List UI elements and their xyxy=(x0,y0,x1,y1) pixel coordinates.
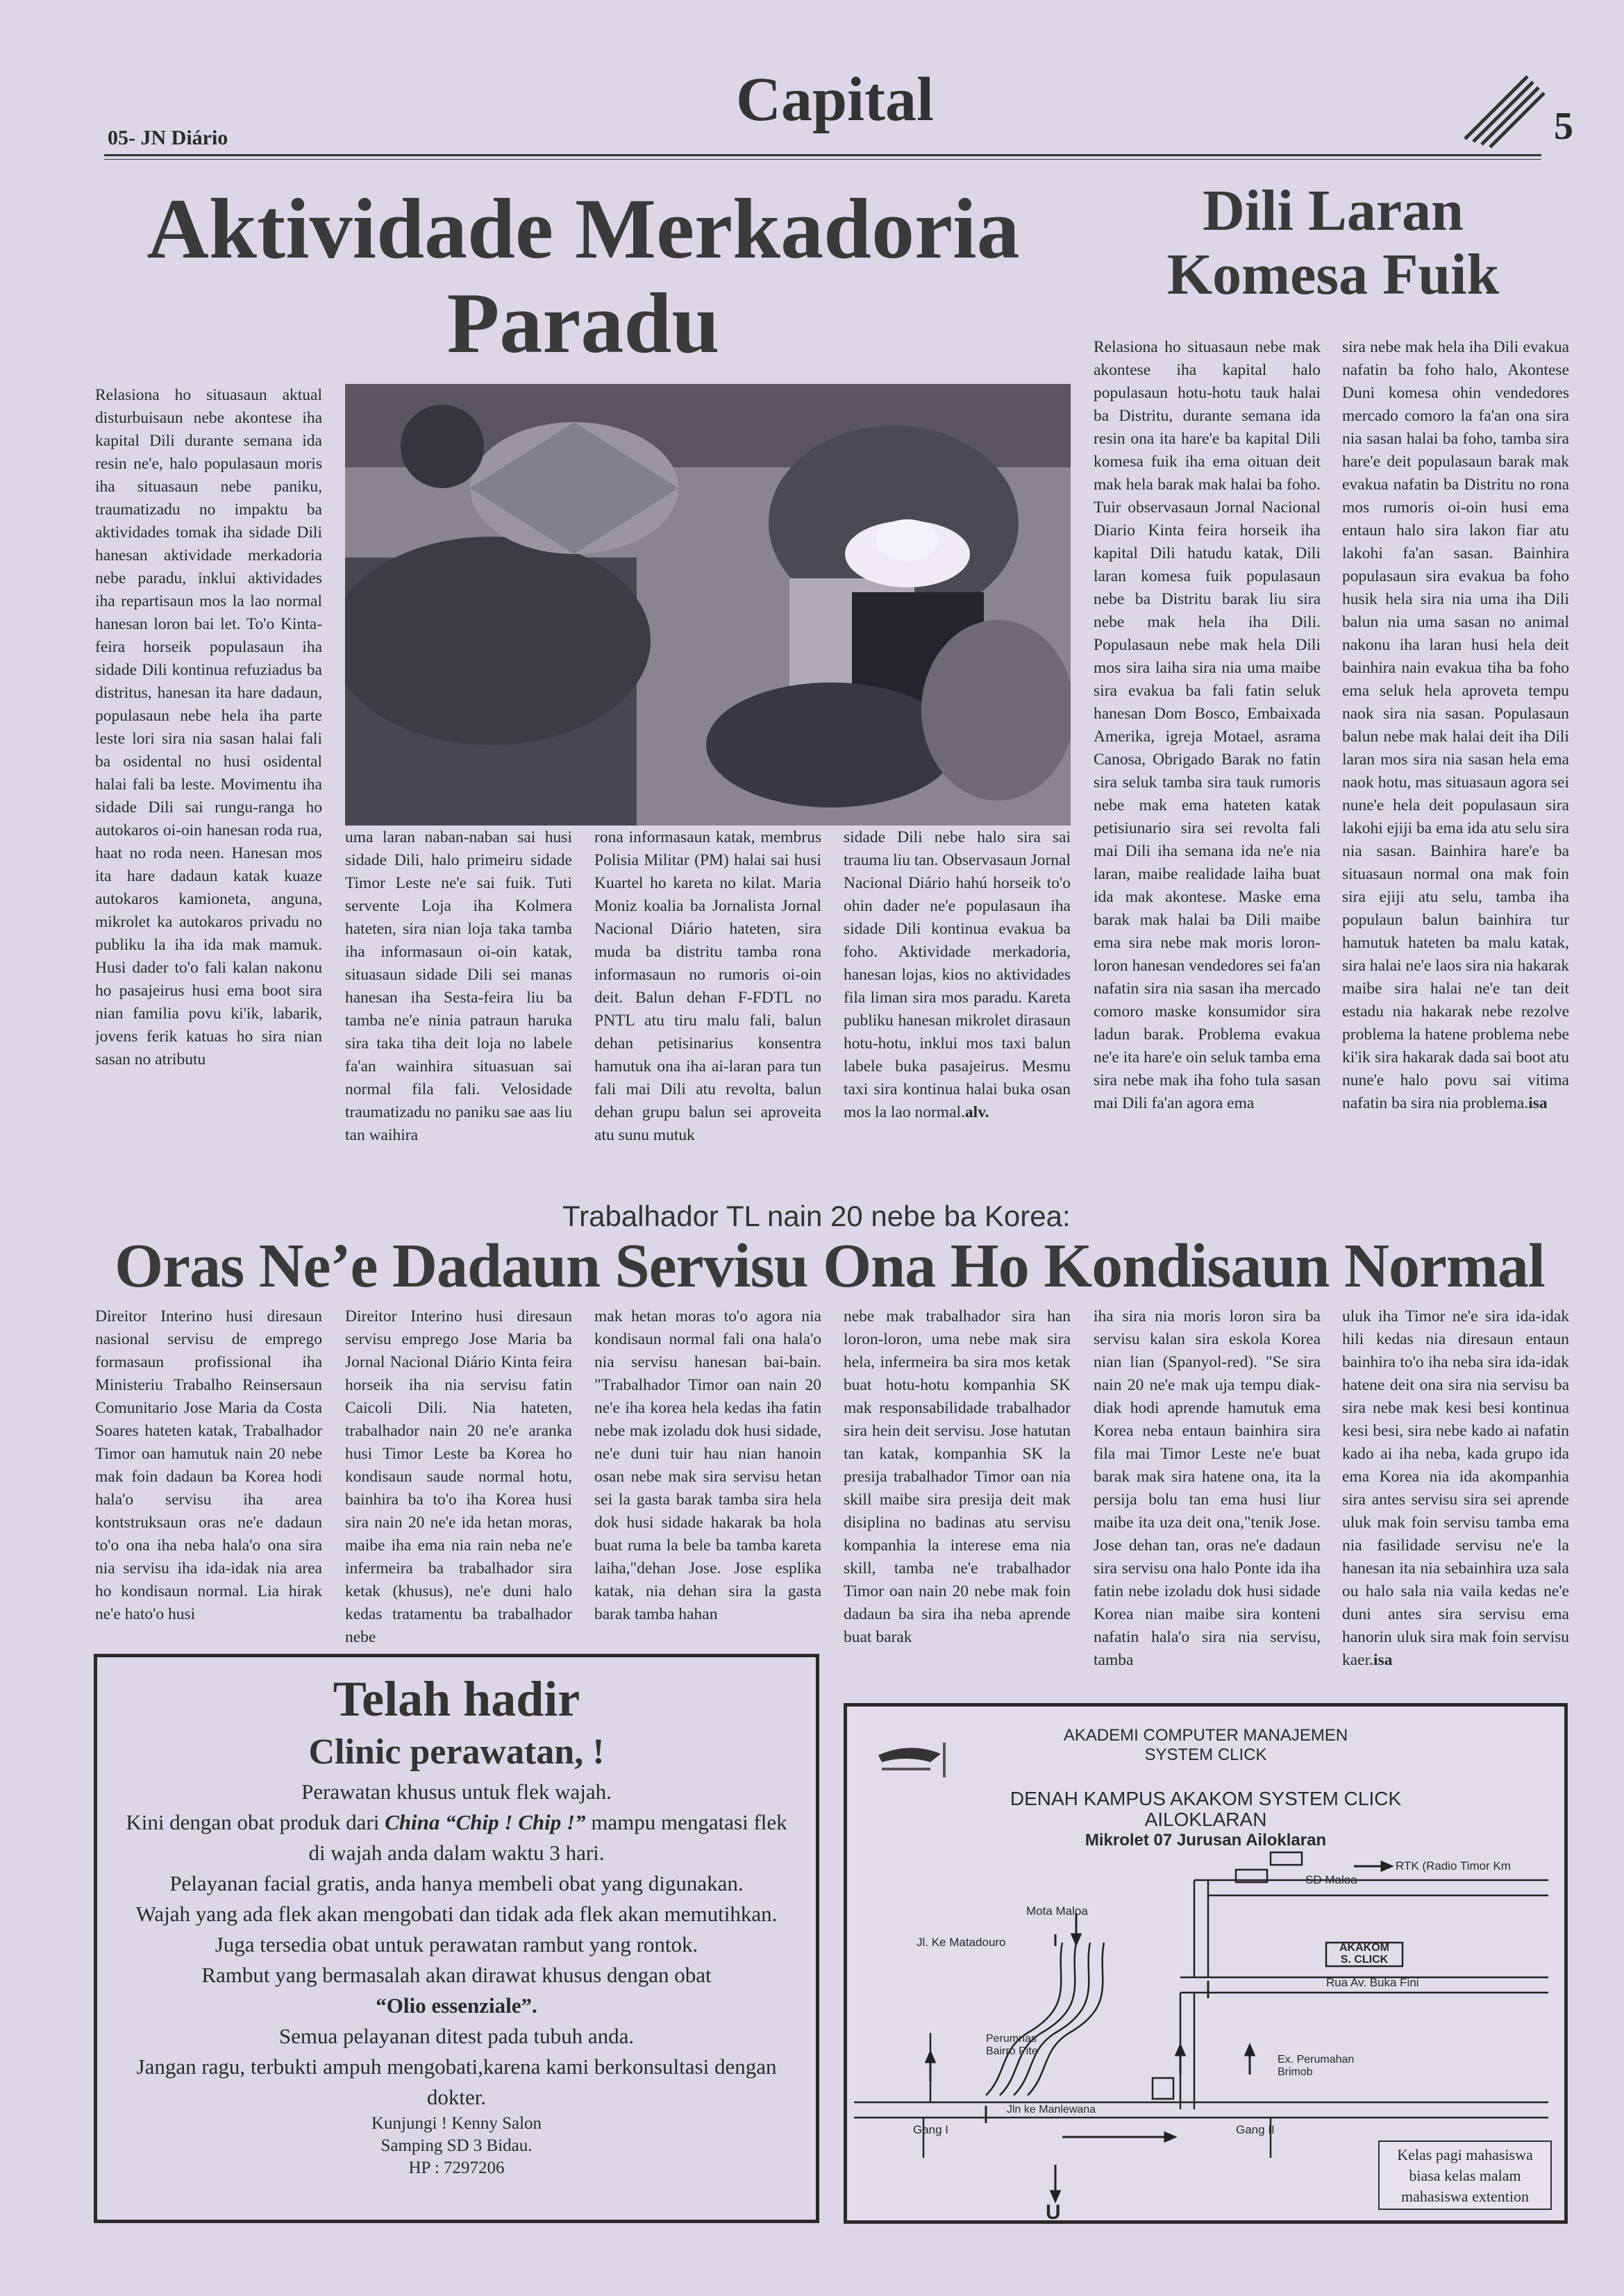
article2-title xyxy=(1087,179,1580,307)
article1-column-3: rona informasaun katak, membrus Polisia Militar (PM) halai sai husi Kuartel ho kareta no kilat. Maria Moniz koalia ba Jornalista Jornal Nacional Diário hateten, sira muda ba distritu tamba rona informasaun no rumoris oi-oin deit. Balun dehan F-FDTL no PNTL atu tiru malu fali, balun dehan petisinarius konsentra hamutuk ona iha ai-laran para tun fali mai Dili atu revolta, balun dehan grupu balun sei aproveita atu sunu mutuk xyxy=(594,828,821,1144)
masthead-rule xyxy=(104,154,1541,156)
clinic-ad-contact1: Kunjungi ! Kenny Salon xyxy=(371,2114,542,2133)
clinic-ad-line5: Juga tersedia obat untuk perawatan rambut yang rontok. xyxy=(215,1932,698,1956)
market-photo-art xyxy=(345,384,1071,826)
label-gang-2: Gang II xyxy=(1236,2123,1275,2136)
north-indicator: U xyxy=(1046,2201,1061,2224)
clinic-ad-contact3: HP : 7297206 xyxy=(408,2159,505,2177)
article1-column-2: uma laran naban-naban sai husi sidade Dili, halo primeiru sidade Timor Leste ne'e sai fuik. Tuti servente Loja iha Kolmera hateten, sira nian loja taka tamba iha informasaun oi-oin katak, situasaun sidade Dili sei manas hanesan iha Sesta-feira liu ba tamba ne'e ninia patraun haruka sira taka tiha deit loja no labele fa'an wainhira situasuan sai normal fila fali. Velosidade traumatizadu no paniku sae aas liu tan waihira xyxy=(345,828,572,1144)
clinic-ad-line9: Jangan ragu, terbukti ampuh mengobati,karena kami berkonsultasi dengan dokter. xyxy=(136,2054,777,2109)
article1-column-1: Relasiona ho situasaun aktual disturbuisaun nebe akontese iha kapital Dili durante semana ida resin ne'e, halo populasaun moris iha situasaun nebe paniku, traumatizadu no impaktu ba aktividades tomak iha sidade Dili hanesan aktividade merkadoria nebe paradu, inklui aktividades iha repartisaun mos la lao normal hanesan loron bai let. To'o Kinta-feira horseik populasaun iha sidade Dili kontinua refuziadus ba distritus, hanesan ita hare dadaun, populasaun nebe hela iha parte leste lori sira nia sasan halai fali ba osidental no husi osidental halai fali ba leste. Movimentu iha sidade Dili sai rungu-ranga ho autokaros oi-oin hanesan roda rua, haat no roda neen. Hanesan mos ita hare dadaun katak kuaze autokaros kamioneta, anguna, mikrolet ka autokaros privadu no publiku la iha ida mak mamuk. Husi dader to'o fali kalan nakonu ho pasajeirus husi ema boot sira nian familia povu ki'ik, labarik, jovens ferik katuas ho sira nian sasan no atributu xyxy=(95,386,322,1069)
article3-column-2: Direitor Interino husi diresaun servisu emprego Jose Maria ba Jornal Nacional Diário Kinta feira horseik iha nia servisu fatin Caicoli Dili. Nia hateten, trabalhador nain 20 ne'e aranka husi Timor Leste ba Korea ho kondisaun saude normal hotu, bainhira ba to'o iha Korea husi sira nain 20 ne'e ida hetan moras, maibe iha ema nia rain neba ne'e infermeira ba trabalhador sira ketak (khusus), ne'e duni halo kedas tratamentu ba trabalhador nebe xyxy=(345,1307,572,1646)
article3-column-1: Direitor Interino husi diresaun nasional servisu de emprego formasaun profissional iha Ministeriu Trabalho Reinsersaun Comunitario Jose Maria da Costa Soares hateten katak, Trabalhador Timor oan hamutuk nain 20 nebe mak foin dadaun ba Korea hodi hala'o servisu iha area kontstruksaun oras ne'e dadaun to'o ona iha neba hala'o ona sira nia servisu iha ida-idak nia area ho kondisaun normal. Lia hirak ne'e hato'o husi xyxy=(95,1307,322,1623)
article2-column-1: Relasiona ho situasaun nebe mak akontese iha kapital halo populasaun hotu-hotu tauk halai ba Distritu, durante semana ida resin ona ita hare'e ba kapital Dili komesa fuik iha ema oituan deit mak hela barak mak halai ba foho. Tuir observasaun Jornal Nacional Diario Kinta feira horseik iha kapital Dili hatudu katak, Dili laran komesa fuik populasaun nebe ba Distritu barak liu sira nebe mak hela iha Dili. Populasaun nebe mak hela Dili mos sira laiha sira nia uma maibe sira evakua ba fali fatin seluk hanesan Dom Bosco, Embaixada Amerika, igreja Motael, asrama Canosa, Obrigado Barak no fatin sira seluk tamba sira tauk rumoris nebe mak ema hateten katak petisiunario sira sei revolta fali mai Dili iha semana ida ne'e nia laran, maibe realidade laiha buat ida mak akontese. Maske ema barak mak halai ba Dili maibe ema sira nebe mak moris loron-loron hanesan vendedores sei fa'an nafatin sira nia sasan iha mercado comoro maske konsumidor sira ladun barak. Problema evakua ne'e ita hare'e oin seluk tamba ema sira nebe mak iha foho tula sasan mai Dili fa'an agora ema xyxy=(1094,338,1321,1112)
clinic-ad-line2: Kini dengan obat produk dari China “Chip ! Chip !” mampu mengatasi flek di wajah anda dalam waktu 3 hari. xyxy=(126,1810,787,1865)
clinic-ad-contact2: Samping SD 3 Bidau. xyxy=(380,2136,533,2155)
clinic-ad-line7: “Olio essenziale”. xyxy=(376,1993,537,2018)
map-subtitle: Mikrolet 07 Jurusan Ailoklaran xyxy=(1085,1831,1327,1850)
article3-title: Oras Ne’e Dadaun Servisu Ona Ho Kondisaun Normal xyxy=(115,1232,1545,1300)
label-rtk: RTK (Radio Timor Km xyxy=(1396,1859,1511,1872)
article2-column-2: sira nebe mak hela iha Dili evakua nafatin ba foho halo, Akontese Duni komesa ohin vendedores mercado comoro la fa'an ona sira nia sasan halai ba foho, tamba sira hare'e deit populasaun barak mak evakua nafatin ba Distritu no rona mos rumoris oi-oin husi ema entaun halo sira lakon fiar atu lakohi fa'an sasan. Bainhira populasaun sira evakua ba foho husik hela sira nia uma iha Dili balun nia uma sasan no animal nakonu iha laran husi hela deit bainhira nain evakua tiha ba foho ema seluk hela aproveta tempu naok sira nia sasan. Populasaun balun nebe mak halai deit iha Dili laran mos sira nia sasan hela ema naok hotu, mas situasaun agora sei nune'e hela deit populasaun sira lakohi ejiji ba ema ida atu selu sira nia sasan. Bainhira hare'e ba situasaun normal ona mak foin sira ejiji atu selu, tamba iha populaun balun bainhira tur hamutuk hateten ba malu katak, sira halai ne'e laos sira nia hakarak maibe sira halai ne'e tan deit estadu nia hakarak nebe rezolve problema la hatene problema nebe ki'ik sira hakarak dada sai boot atu nune'e halo povu sai vitima nafatin ba sira nia problema.isa xyxy=(1342,338,1569,1112)
article1-title xyxy=(97,182,1069,371)
article2-title-line1: Dili Laran xyxy=(1203,178,1464,243)
article2-signoff: isa xyxy=(1528,1094,1548,1112)
label-rua-buka-fini: Rua Av. Buka Fini xyxy=(1326,1976,1419,1989)
map-title1: DENAH KAMPUS AKAKOM SYSTEM CLICK xyxy=(1010,1788,1402,1809)
article1-title-line1: Aktividade Merkadoria xyxy=(147,181,1020,276)
akakom-header2: SYSTEM CLICK xyxy=(1144,1745,1267,1764)
article3-kicker: Trabalhador TL nain 20 nebe ba Korea: xyxy=(562,1200,1071,1232)
label-perumnas: Perumnas Bairro Pite xyxy=(986,2033,1038,2057)
article1-signoff: alv. xyxy=(964,1103,989,1121)
section-title: Capital xyxy=(736,65,935,134)
clinic-ad-product: China “Chip ! Chip !” xyxy=(385,1810,586,1834)
page-label: 05- JN Diário xyxy=(108,126,228,149)
article2-title-line2: Komesa Fuik xyxy=(1166,242,1500,307)
article3-column-3: mak hetan moras to'o agora nia kondisaun normal fali ona hala'o nia servisu hanesan bai-bain. "Trabalhador Timor oan nain 20 ne'e iha korea hela kedas iha fatin nebe mak izoladu dok husi sidade, ne'e duni tuir hau nian hanoin osan nebe mak sira servisu hetan sei la gasta barak tamba sira hela dok husi sidade hakarak ba hola buat ruma la bele ba tamba kareta laiha,"dehan Jose. Jose esplika katak, nia dehan sira la gasta barak tamba hahan xyxy=(594,1307,821,1623)
class-schedule-note: Kelas pagi mahasiswa biasa kelas malam mahasiswa extention xyxy=(1378,2140,1552,2210)
label-mota-maloa: Mota Maloa xyxy=(1026,1904,1088,1918)
clinic-ad-subtitle: Clinic perawatan, ! xyxy=(308,1732,605,1772)
label-ex-perumahan: Ex. Perumahan Brimob xyxy=(1278,2054,1355,2078)
map-title2: AILOKLARAN xyxy=(1144,1809,1267,1830)
akakom-advertisement xyxy=(844,1703,1568,2224)
article1-title-line2: Paradu xyxy=(446,276,720,371)
clinic-ad-line8: Semua pelayanan ditest pada tubuh anda. xyxy=(278,2024,635,2048)
article3-signoff: isa xyxy=(1373,1651,1393,1669)
article3-column-6: uluk iha Timor ne'e sira ida-idak hili kedas nia diresaun entaun bainhira to'o iha neba sira ida-idak hatene deit ona sira nia servisu ba sira nebe mak kesi besi kontinua kesi besi, sira nebe kado ai nafatin kado ai iha neba, kada grupo ida ema Korea nia ida akompanhia sira antes servisu sira sei aprende uluk mak foin servisu tamba ema nia fasilidade servisu ne'e la hanesan ita nia sebainhira uza sala ou halo sala nia vaila kedas ne'e duni antes sira servisu ema hanorin uluk sira mak foin servisu kaer.isa xyxy=(1342,1307,1569,1669)
article3-column-4: nebe mak trabalhador sira han loron-loron, uma nebe mak sira hela, infermeira ba sira mos ketak buat hotu-hotu kompanhia SK mak responsabilidade trabalhador sira hein deit servisu. Jose hatutan tan katak, kompanhia SK la presija trabalhador Timor oan nia skill maibe sira presija deit mak disiplina no badinas atu servisu kompanhia la interese ema nia skill, tamba ne'e trabalhador Timor oan nain 20 nebe mak foin dadaun ba sira iha neba aprende buat barak xyxy=(844,1307,1071,1646)
article1-column-4: sidade Dili nebe halo sira sai trauma liu tan. Observasaun Jornal Nacional Diário hahú horseik to'o ohin dader ne'e populasaun iha sidade Dili kontinua evakua ba foho. Aktividade merkadoria, hanesan lojas, kios no aktividades fila liman sira mos paradu. Kareta publiku hanesan mikrolet dirasaun hotu-hotu, inklui mos taxi balun labele buka pasajeirus. Mesmu taxi sira kontinua halai buka osan mos la lao normal.alv. xyxy=(844,828,1071,1121)
clinic-ad-line4: Wajah yang ada flek akan mengobati dan tidak ada flek akan memutihkan. xyxy=(135,1902,778,1926)
clinic-ad-line3: Pelayanan facial gratis, anda hanya membeli obat yang digunakan. xyxy=(169,1871,744,1895)
article3-column-5: iha sira nia moris loron sira ba servisu kalan sira eskola Korea nian lian (Spanyol-red). "Se sira nain 20 ne'e mak uja tempu diak-diak hodi aprende hamutuk ema Korea neba entaun bainhira sira fila mai Timor Leste ne'e buat barak mak sira hatene ona, ita la persija bolu tan ema husi liur maibe ita uza deit ona,"tenik Jose. Jose dehan tan, oras ne'e dadaun sira servisu ona halo Ponte ida iha fatin nebe izoladu dok husi sidade Korea nian maibe sira konteni nafatin hala'o sira nia servisu, tamba xyxy=(1094,1307,1321,1669)
page-number: 5 xyxy=(1554,105,1573,148)
akakom-campus-marker: AKAKOM S. CLICK xyxy=(1339,1942,1389,1966)
akakom-header1: AKADEMI COMPUTER MANAJEMEN xyxy=(1063,1726,1348,1745)
label-jl-matadouro: Jl. Ke Matadouro xyxy=(916,1936,1006,1949)
label-gang-1: Gang I xyxy=(913,2123,949,2136)
masthead-rule-thin xyxy=(104,159,1541,160)
clinic-ad-line6: Rambut yang bermasalah akan dirawat khusus dengan obat xyxy=(201,1963,712,1987)
label-sd-maloa: SD Maloa xyxy=(1305,1873,1357,1886)
clinic-ad-line1: Perawatan khusus untuk flek wajah. xyxy=(301,1779,612,1804)
market-photo xyxy=(345,384,1071,826)
clinic-ad-title: Telah hadir xyxy=(333,1671,580,1727)
clinic-advertisement xyxy=(94,1654,819,2223)
section-stripes-icon xyxy=(1451,69,1548,153)
label-jln-manlewana: Jln ke Manlewana xyxy=(1007,2104,1096,2115)
